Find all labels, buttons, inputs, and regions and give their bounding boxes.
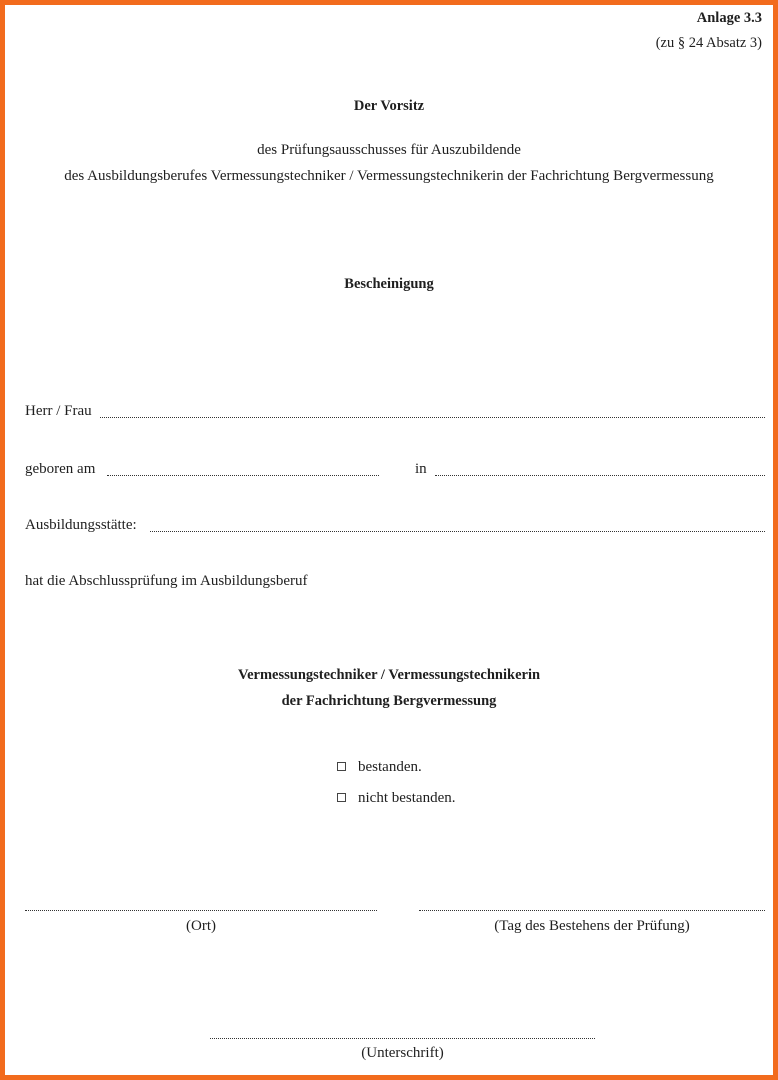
- passed-label: bestanden.: [358, 759, 422, 775]
- annex-reference: (zu § 24 Absatz 3): [655, 35, 762, 51]
- birthplace-field-line[interactable]: [435, 475, 765, 476]
- birthdate-label: geboren am: [25, 461, 96, 477]
- date-field-line[interactable]: [419, 910, 765, 911]
- name-label: Herr / Frau: [25, 403, 92, 419]
- exam-statement: hat die Abschlussprüfung im Ausbildungsberuf: [25, 573, 308, 589]
- profession-specialization: der Fachrichtung Bergvermessung: [281, 693, 497, 709]
- profession-title: Vermessungstechniker / Vermessungstechnikerin: [237, 667, 541, 683]
- annex-number: Anlage 3.3: [696, 10, 762, 26]
- place-caption: (Ort): [186, 918, 216, 934]
- committee-line: des Prüfungsausschusses für Auszubildende: [257, 142, 521, 158]
- training-site-label: Ausbildungsstätte:: [25, 517, 137, 533]
- passed-checkbox[interactable]: [337, 762, 346, 771]
- signature-caption: (Unterschrift): [361, 1045, 444, 1061]
- chair-title: Der Vorsitz: [353, 98, 425, 114]
- certificate-title: Bescheinigung: [344, 276, 434, 292]
- birthdate-field-line[interactable]: [107, 475, 379, 476]
- failed-label: nicht bestanden.: [358, 790, 456, 806]
- date-caption: (Tag des Bestehens der Prüfung): [494, 918, 690, 934]
- signature-field-line[interactable]: [210, 1038, 595, 1039]
- result-failed[interactable]: [337, 790, 455, 807]
- birthplace-label: in: [415, 461, 427, 477]
- place-field-line[interactable]: [25, 910, 377, 911]
- name-field-line[interactable]: [100, 417, 765, 418]
- profession-line: des Ausbildungsberufes Vermessungstechniker / Vermessungstechnikerin der Fachrichtung Bergvermessung: [64, 168, 714, 184]
- result-passed[interactable]: [337, 759, 422, 776]
- training-site-field-line[interactable]: [150, 531, 765, 532]
- failed-checkbox[interactable]: [337, 793, 346, 802]
